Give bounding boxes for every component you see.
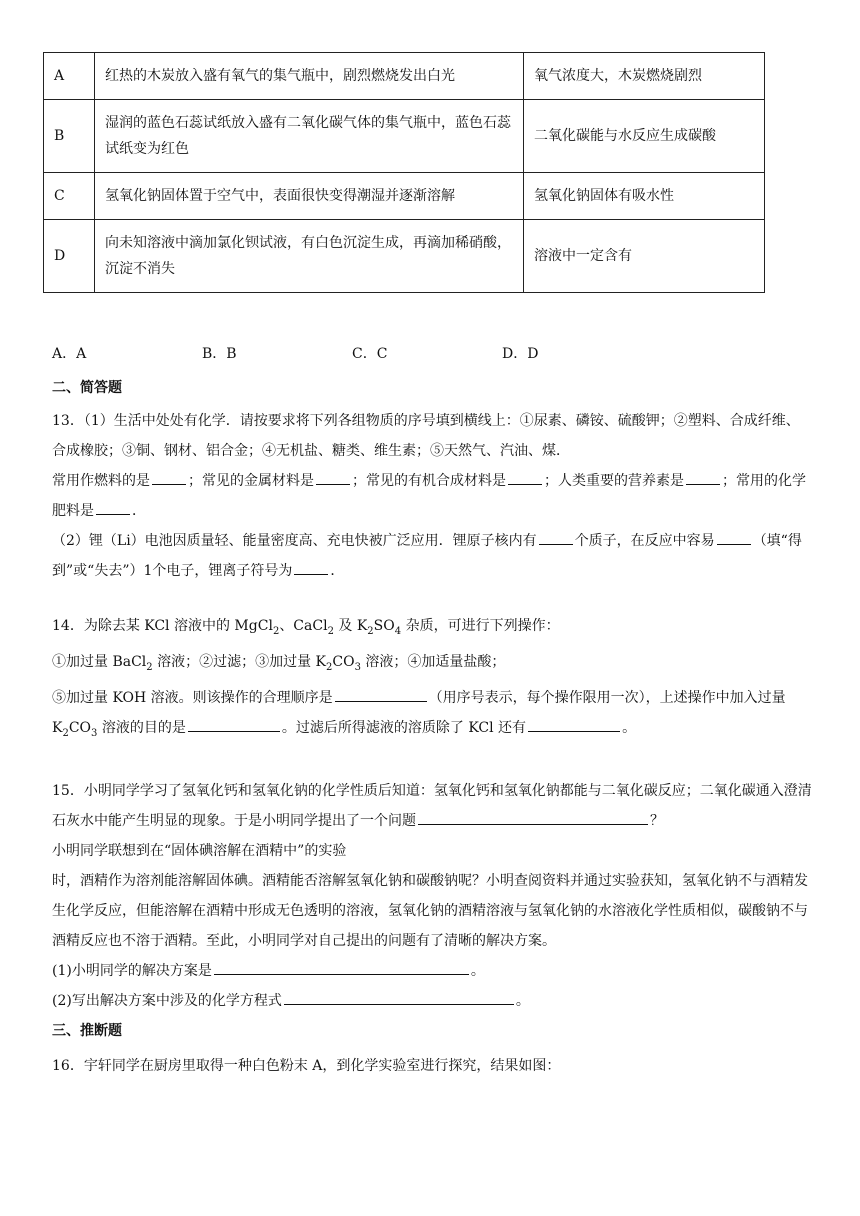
answer-blank[interactable] [188, 715, 280, 732]
answer-blank[interactable] [96, 498, 130, 515]
q13-text: 常用作燃料的是 [52, 473, 150, 489]
table-row [44, 173, 765, 220]
subscript: 2 [327, 625, 334, 637]
q13-blanks [52, 466, 812, 526]
q15-text: 。 [470, 963, 485, 979]
q13-text: 个质子，在反应中容易 [574, 533, 715, 549]
q13-text: ；人类重要的营养素是 [544, 473, 684, 489]
answer-blank[interactable] [528, 715, 620, 732]
q14-text: 溶液；②过滤；③加过量 K [152, 653, 327, 670]
row-explanation: 氢氧化钠固体有吸水性 [524, 173, 765, 220]
q14-text: CO [68, 719, 92, 736]
answer-blank[interactable] [335, 685, 427, 702]
choice-d[interactable]: D．D [502, 346, 539, 362]
answer-blank[interactable] [284, 988, 514, 1005]
q14-text: 溶液；④加适量盐酸； [360, 653, 506, 670]
choice-b[interactable]: B．B [202, 346, 237, 362]
row-key: B [44, 100, 95, 173]
q15-text-line: 小明同学联想到在“固体碘溶解在酒精中”的实验 [52, 843, 347, 859]
choice-c[interactable]: C．C [352, 346, 388, 362]
question-14 [52, 611, 812, 748]
q15-part1 [52, 956, 812, 986]
q14-text: 、CaCl [279, 618, 328, 634]
q14-text: CO [332, 653, 355, 670]
q14-text: 溶液的目的是 [97, 719, 186, 736]
options-table [43, 52, 765, 293]
subscript: 2 [146, 661, 153, 673]
answer-blank[interactable] [539, 528, 573, 545]
subscript: 2 [62, 727, 69, 739]
table-row [44, 220, 765, 293]
row-description: 氢氧化钠固体置于空气中，表面很快变得潮湿并逐渐溶解 [95, 173, 524, 220]
answer-blank[interactable] [717, 528, 751, 545]
table-row [44, 100, 765, 173]
row-explanation: 溶液中一定含有 [524, 220, 765, 293]
subscript: 3 [91, 727, 98, 739]
choice-a[interactable]: A．A [52, 346, 87, 362]
answer-choices [52, 343, 812, 367]
row-description: 湿润的蓝色石蕊试纸放入盛有二氧化碳气体的集气瓶中，蓝色石蕊试纸变为红色 [95, 100, 524, 173]
q14-text: 。 [622, 719, 637, 736]
q15-text-paragraph: 时，酒精作为溶剂能溶解固体碘。酒精能否溶解氢氧化钠和碳酸钠呢？小明查阅资料并通过实验获知，氢氧化钠不与酒精发生化学反应，但能溶解在酒精中形成无色透明的溶液，氢氧化钠的酒精溶液与氢氧化钠的水溶液化学性质相似，碳酸钠不与酒精反应也不溶于酒精。至此，小明同学对自己提出的问题有了清晰的解决方案。 [52, 873, 808, 949]
q15-text: 15．小明同学学习了氢氧化钙和氢氧化钠的化学性质后知道：氢氧化钙和氢氧化钠都能与二氧化碳反应；二氧化碳通入澄清石灰水中能产生明显的现象。于是小明同学提出了一个问题 [52, 783, 812, 829]
q14-text: 。过滤后所得滤液的溶质除了 KCl 还有 [281, 719, 527, 736]
answer-blank[interactable] [418, 808, 648, 825]
subscript: 2 [367, 625, 374, 637]
q13-text: ；常用的化学肥料是 [52, 473, 806, 519]
q14-text: ⑤加过量 KOH 溶液。则该操作的合理顺序是 [52, 689, 333, 706]
q13-text: ；常见的金属材料是 [188, 473, 314, 489]
q14-text: SO [373, 618, 395, 634]
q13-part2 [52, 526, 812, 586]
q15-part2 [52, 986, 812, 1016]
section-heading-short-answer: 二、简答题 [52, 380, 122, 396]
question-16: 16．宇轩同学在厨房里取得一种白色粉末 A，到化学实验室进行探究，结果如图： [52, 1058, 561, 1074]
q14-line2 [52, 647, 812, 683]
subscript: 3 [354, 661, 361, 673]
q13-text: （填“得到”或“失去”）1个电子，锂离子符号为 [52, 533, 802, 579]
q14-text: ①加过量 BaCl [52, 653, 147, 670]
q14-text: （用序号表示，每个操作限用一次），上述操作中加入过量 K [52, 689, 786, 736]
answer-blank[interactable] [686, 468, 720, 485]
row-key: C [44, 173, 95, 220]
q14-line1 [52, 611, 812, 647]
answer-blank[interactable] [214, 958, 469, 975]
answer-blank[interactable] [152, 468, 186, 485]
q13-text: ． [330, 563, 345, 579]
answer-blank[interactable] [294, 558, 328, 575]
q13-text: ． [132, 503, 146, 519]
q13-intro: 13．（1）生活中处处有化学．请按要求将下列各组物质的序号填到横线上：①尿素、磷铵、硫酸钾；②塑料、合成纤维、合成橡胶；③铜、钢材、铝合金；④无机盐、糖类、维生素；⑤天然气、汽油、煤． [52, 413, 800, 459]
q14-line3 [52, 683, 812, 749]
q15-text: (2)写出解决方案中涉及的化学方程式 [52, 993, 282, 1009]
subscript: 2 [326, 661, 333, 673]
subscript: 4 [394, 625, 402, 637]
q13-text: ；常见的有机合成材料是 [352, 473, 506, 489]
subscript: 2 [272, 625, 280, 637]
q15-text: ？ [650, 813, 664, 829]
row-explanation: 二氧化碳能与水反应生成碳酸 [524, 100, 765, 173]
row-key: D [44, 220, 95, 293]
q14-text: 杂质，可进行下列操作： [401, 618, 560, 634]
table-row [44, 53, 765, 100]
q15-intro [52, 776, 812, 836]
answer-blank[interactable] [508, 468, 542, 485]
question-13 [52, 406, 812, 586]
question-15 [52, 776, 812, 1016]
answer-blank[interactable] [316, 468, 350, 485]
q14-text: 及 K [333, 618, 368, 634]
row-description: 红热的木炭放入盛有氧气的集气瓶中，剧烈燃烧发出白光 [95, 53, 524, 100]
row-key: A [44, 53, 95, 100]
row-description: 向未知溶液中滴加氯化钡试液，有白色沉淀生成，再滴加稀硝酸，沉淀不消失 [95, 220, 524, 293]
section-heading-inference: 三、推断题 [52, 1023, 122, 1039]
q13-text: （2）锂（Li）电池因质量轻、能量密度高、充电快被广泛应用．锂原子核内有 [52, 533, 537, 549]
q14-text: 14．为除去某 KCl 溶液中的 MgCl [52, 618, 273, 634]
q15-text: 。 [515, 993, 530, 1009]
row-explanation: 氧气浓度大，木炭燃烧剧烈 [524, 53, 765, 100]
q15-text: (1)小明同学的解决方案是 [52, 963, 212, 979]
